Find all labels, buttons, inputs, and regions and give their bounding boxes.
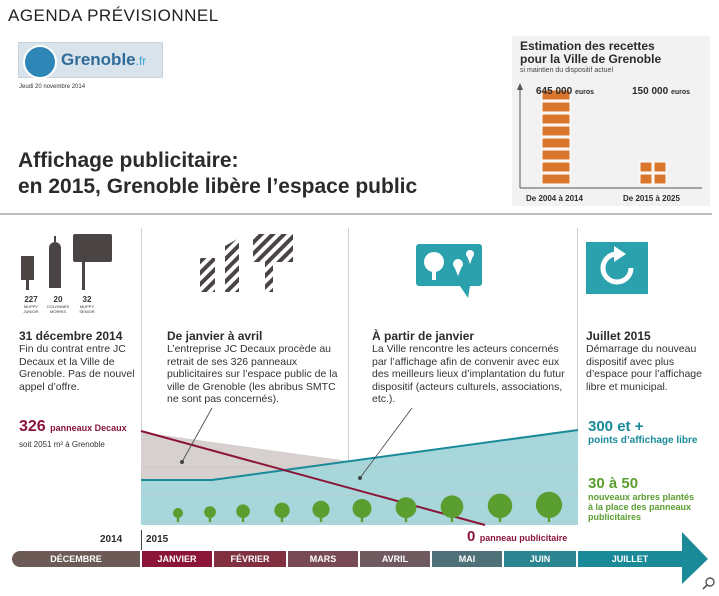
free-billboards [588, 418, 697, 446]
publication-date: Jeudi 20 novembre 2014 [19, 84, 86, 90]
new-trees-line1: nouveaux arbres plantés [588, 492, 695, 502]
column-date: De janvier à avril [167, 329, 263, 343]
revenue-value-1: 645 000 euros [536, 86, 594, 97]
free-billboards-label: points d’affichage libre [588, 435, 698, 446]
year-2014: 2014 [100, 534, 123, 545]
year-marker [141, 530, 142, 550]
panels-area: soit 2051 m² à Grenoble [19, 440, 105, 449]
new-trees-line3: publicitaires [588, 512, 642, 522]
logo-suffix: .fr [135, 54, 147, 68]
zero-panels-value: 0 [467, 528, 476, 545]
tree-icon [488, 494, 512, 518]
tree-icon [353, 499, 372, 518]
month-juillet[interactable]: JUILLET [578, 551, 682, 567]
mupi-count-1: 227 MUPPY JUNIOR [23, 295, 39, 314]
tree-icon [536, 492, 562, 518]
months-bar [12, 551, 682, 567]
tree-icon [236, 504, 250, 518]
tree-icon [441, 495, 464, 518]
month-fevrier[interactable]: FÉVRIER [214, 551, 286, 567]
month-mai[interactable]: MAI [432, 551, 502, 567]
logo-name: Grenoble [61, 50, 136, 69]
zoom-icon[interactable] [702, 576, 716, 590]
column-date: 31 décembre 2014 [19, 329, 123, 343]
page-section-title: AGENDA PRÉVISIONNEL [8, 6, 219, 25]
tree-icon [204, 506, 216, 518]
tree-icon [312, 501, 329, 518]
zero-panels-label: panneau publicitaire [479, 533, 568, 543]
revenue-label-1: De 2004 à 2014 [526, 194, 583, 203]
headline-line2: en 2015, Grenoble libère l’espace public [18, 175, 418, 198]
zero-panels [467, 528, 567, 546]
tree-icon [173, 508, 183, 518]
tree-icon [274, 503, 289, 518]
headline-line1: Affichage publicitaire: [18, 149, 239, 172]
column-date: Juillet 2015 [586, 329, 651, 343]
column-date: À partir de janvier [372, 329, 475, 343]
revenue-value-2: 150 000 euros [632, 86, 690, 97]
mupi-count-2: 20 COLONNES MORRIS [46, 295, 70, 314]
mupi-count-3: 32 MUPPY SENIOR [79, 295, 95, 314]
column-text: La Ville rencontre les acteurs concernés par l’affichage afin de convenir avec eux des meilleurs lieux d’implantation du futur dispositif (acteurs culturels, associations, etc.). [372, 343, 565, 406]
tree-icon [396, 497, 417, 518]
new-trees-line2: à la place des panneaux [588, 502, 692, 512]
column-text: Démarrage du nouveau dispositif avec plus d’espace pour l’affichage libre et municipal. [586, 343, 702, 393]
month-mars[interactable]: MARS [288, 551, 358, 567]
month-janvier[interactable]: JANVIER [142, 551, 212, 567]
month-juin[interactable]: JUIN [504, 551, 576, 567]
column-text: L’entreprise JC Decaux procède au retrait de ses 326 panneaux publicitaires sur l’espace public de la ville de Grenoble (les abribus SMTC ne sont pas concernés). [167, 343, 338, 406]
revenue-subtitle: si maintien du dispositif actuel [520, 67, 613, 74]
new-trees [588, 475, 694, 522]
panels-count-label: panneaux Decaux [50, 423, 127, 433]
year-2015: 2015 [146, 534, 169, 545]
month-decembre[interactable]: DÉCEMBRE [12, 551, 140, 567]
month-avril[interactable]: AVRIL [360, 551, 430, 567]
free-billboards-value: 300 et + [588, 418, 644, 435]
panels-count [19, 418, 127, 436]
revenue-label-2: De 2015 à 2025 [623, 194, 680, 203]
panels-count-value: 326 [19, 418, 46, 435]
new-trees-value: 30 à 50 [588, 475, 639, 492]
revenue-title-line1: Estimation des recettes [520, 39, 655, 53]
revenue-title-line2: pour la Ville de Grenoble [520, 52, 662, 66]
column-text: Fin du contrat entre JC Decaux et la Ville de Grenoble. Pas de nouvel appel d’offre. [19, 343, 135, 393]
